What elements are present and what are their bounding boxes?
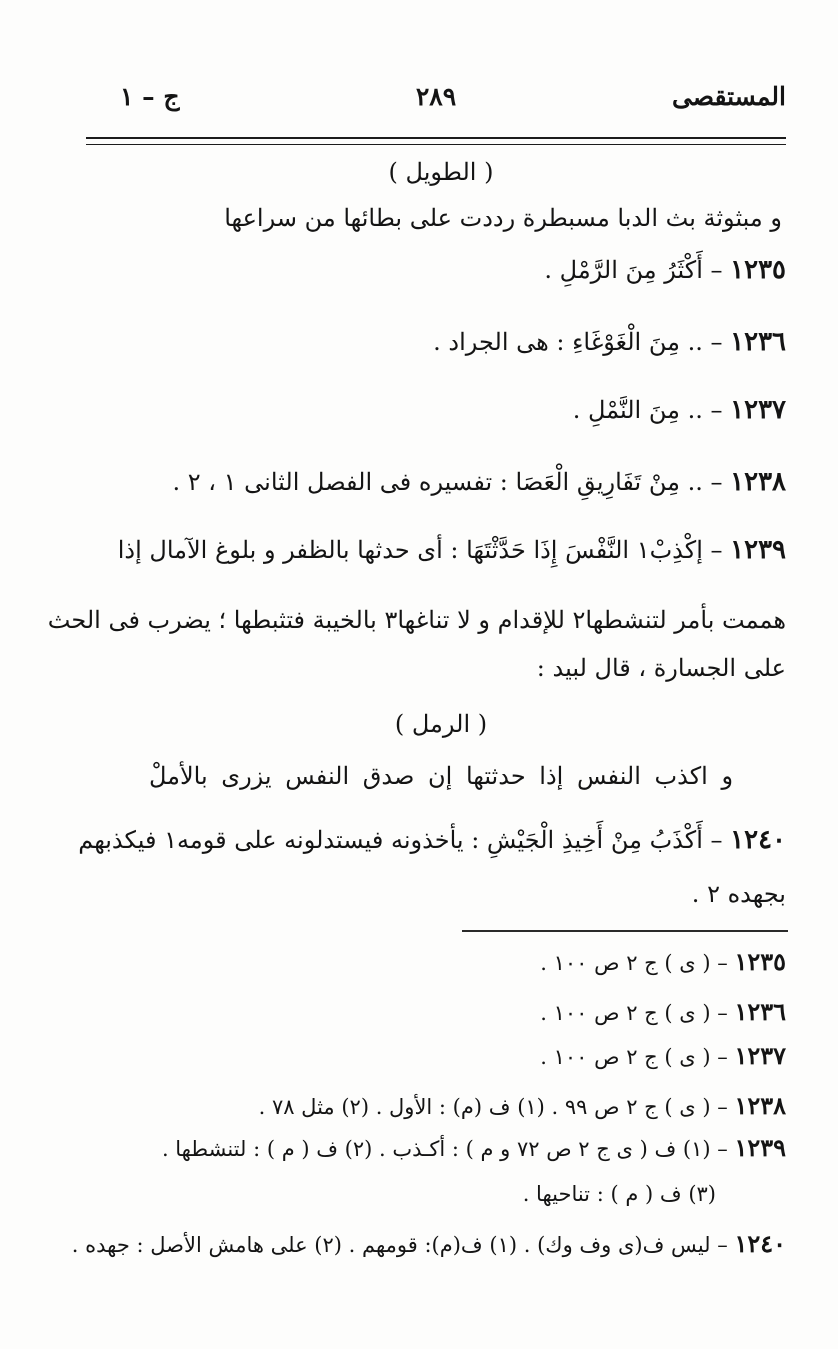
entry-text: – .. مِنَ النَّمْلِ . [572,396,723,424]
footnote-1238 [96,1090,786,1123]
entry-text: – أَكْثَرُ مِنَ الرَّمْلِ . [544,256,723,284]
entry-number: ١٢٣٨ [730,467,786,497]
page-header [86,82,786,132]
header-rule-thick [86,137,786,139]
entry-number: ١٢٣٦ [730,327,786,357]
entry-1240 [78,822,786,858]
meter-label-tawil: ( الطويل ) [388,158,494,186]
footnote-number: ١٢٣٥ [734,947,786,976]
entry-1240-line2: بجهده ٢ . [691,880,786,908]
entry-1239-line3: على الجسارة ، قال لبيد : [536,654,786,682]
entry-number: ١٢٣٧ [730,395,786,425]
entry-text: – إكْذِبْ١ النَّفْسَ إِذَا حَدَّثْتَهَا : أى حدثها بالظفر و بلوغ الآمال إذا [117,536,723,564]
volume-label: ج – ١ [120,82,180,111]
entry-number: ١٢٤٠ [730,825,786,855]
footnote-number: ١٢٤٠ [734,1229,786,1258]
header-rule-thin [86,144,786,145]
footnote-text: – (١) ف ( ى ج ٢ ص ٧٢ و م ) : أكـذب . (٢) ف ( م ) : لتنشطها . [161,1137,728,1161]
footnote-number: ١٢٣٧ [734,1041,786,1070]
entry-number: ١٢٣٩ [730,535,786,565]
entry-1236 [96,324,786,360]
entry-text: – .. مِنْ تَفَارِيقِ الْعَصَا : تفسيره فى الفصل الثانى ١ ، ٢ . [172,468,723,496]
verse-tawil: و مبثوثة بث الدبا مسبطرة رددت على بطائها من سراعها [224,204,782,232]
footnote-1240 [71,1228,786,1261]
entry-1239 [96,532,786,568]
entry-number: ١٢٣٥ [730,255,786,285]
footnote-text: – ( ى ) ج ٢ ص ٩٩ . (١) ف (م) : الأول . (٢) مثل ٧٨ . [258,1095,728,1119]
footnote-1237 [96,1040,786,1073]
meter-label-ramal: ( الرمل ) [394,710,488,738]
footnote-1236 [96,996,786,1029]
footnote-number: ١٢٣٩ [734,1133,786,1162]
page-number: ٢٨٩ [415,82,457,111]
footnote-text: – ( ى ) ج ٢ ص ١٠٠ . [540,1001,728,1025]
entry-1237 [96,392,786,428]
entry-text: – أَكْذَبُ مِنْ أَخِيذِ الْجَيْشِ : يأخذونه فيستدلونه على قومه١ فيكذبهم [78,826,723,854]
footnote-1235 [96,946,786,979]
entry-1238 [96,464,786,500]
entry-text: – .. مِنَ الْغَوْغَاءِ : هى الجراد . [433,328,723,356]
entry-1235 [96,252,786,288]
footnote-number: ١٢٣٨ [734,1091,786,1120]
footnote-1239-cont [96,1178,716,1210]
footnote-text: – ( ى ) ج ٢ ص ١٠٠ . [540,1045,728,1069]
footnote-number: ١٢٣٦ [734,997,786,1026]
footnote-rule [462,930,788,932]
footnote-text: (٣) ف ( م ) : تناحيها . [522,1182,716,1206]
footnote-text: – ( ى ) ج ٢ ص ١٠٠ . [540,951,728,975]
running-title: المستقصى [671,82,786,111]
entry-1239-line2: هممت بأمر لتنشطها٢ للإقدام و لا تناغها٣ بالخيبة فتثبطها ؛ يضرب فى الحث [47,606,786,634]
verse-ramal: و اكذب النفس إذا حدثتها إن صدق النفس يزرى بالأملْ [148,762,734,790]
footnote-1239 [96,1132,786,1165]
footnote-text: – ليس ف(ى وف وك) . (١) ف(م): قومهم . (٢) على هامش الأصل : جهده . [71,1233,728,1257]
